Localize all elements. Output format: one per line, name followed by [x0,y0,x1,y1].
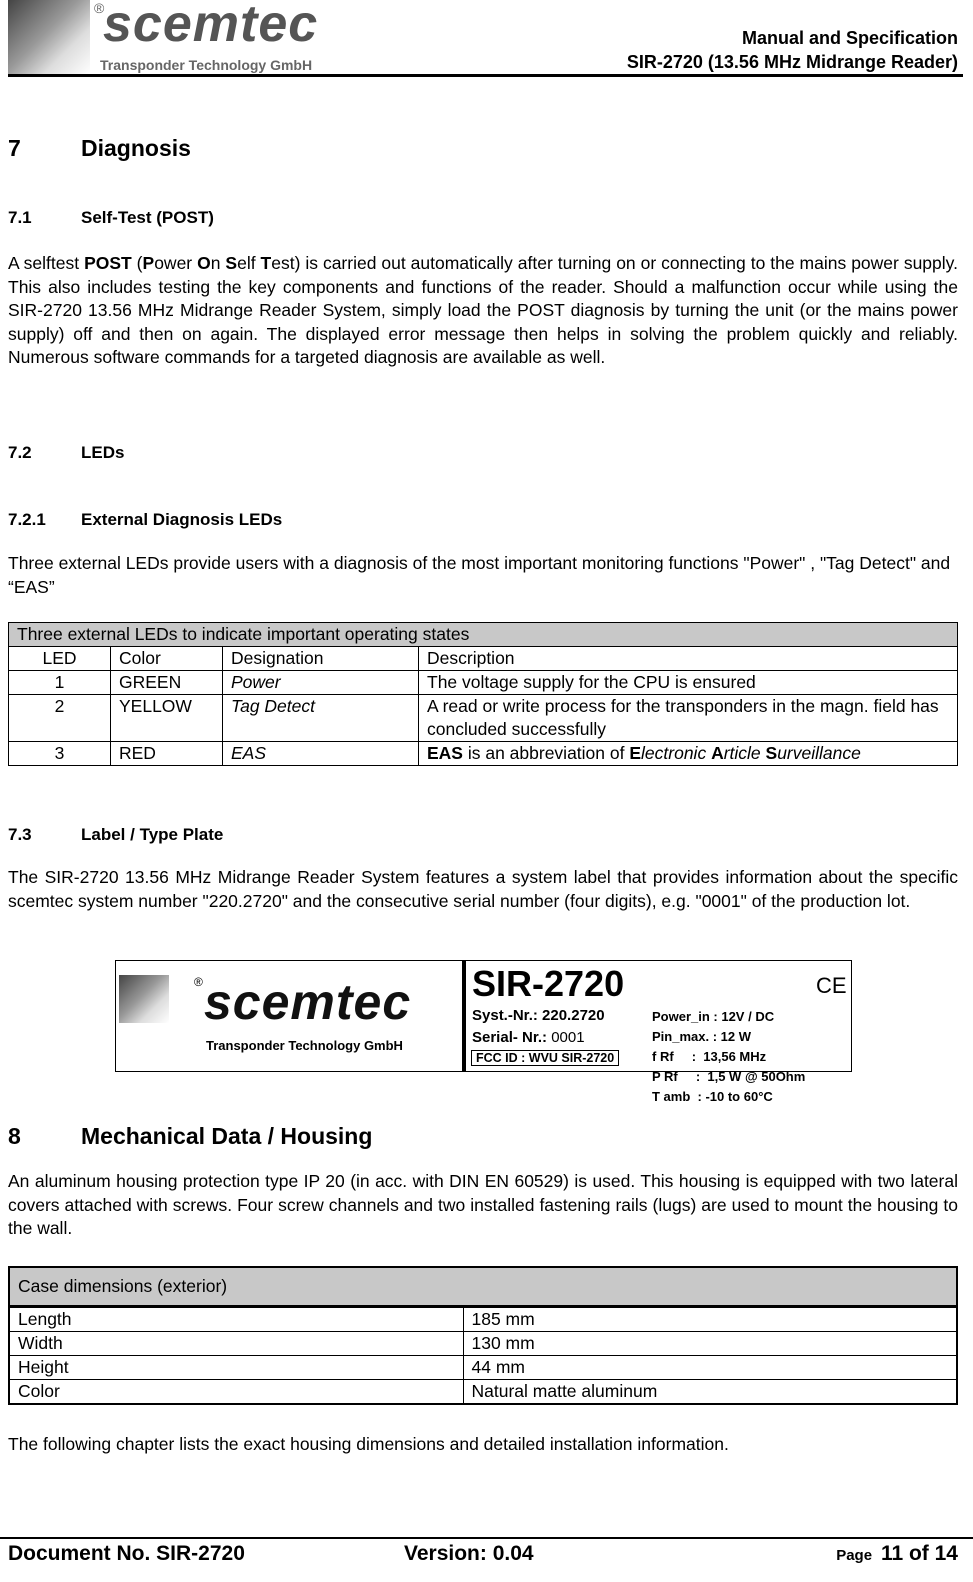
case-table [8,1266,958,1405]
header-title-line2: SIR-2720 (13.56 MHz Midrange Reader) [626,52,958,72]
section-number: 7.1 [8,208,32,227]
registered-mark: ® [194,975,203,989]
section-number: 7.3 [8,825,32,844]
plate-logo-text: scemtec [204,974,412,1030]
header-logo [8,0,358,75]
table-row: 3 RED EAS EAS is an abbreviation of Electronic Article Surveillance [9,742,958,766]
table-row: 2 YELLOW Tag Detect A read or write process for the transponders in the magn. field has concluded successfully [9,695,958,742]
table-header-row: LED Color Designation Description [9,647,958,671]
logo-text: scemtec [103,0,319,53]
section-7-2-1-heading [8,510,282,530]
table-row: Color Natural matte aluminum [9,1380,957,1405]
logo-mark-icon [8,0,90,75]
led-table [8,622,958,766]
closing-paragraph: The following chapter lists the exact housing dimensions and detailed installation information. [8,1434,729,1454]
section-title: External Diagnosis LEDs [81,510,283,529]
table-caption: Case dimensions (exterior) [9,1267,957,1307]
plate-fcc: FCC ID : WVU SIR-2720 [471,1050,619,1066]
type-plate-image [115,960,852,1104]
section-7-1-heading [8,208,214,228]
table-row: 1 GREEN Power The voltage supply for the CPU is ensured [9,671,958,695]
table-row: Height 44 mm [9,1356,957,1380]
plate-model: SIR-2720 [472,963,625,1004]
section-title: Label / Type Plate [81,825,224,844]
plate-serial: Serial- Nr.: 0001 [472,1029,585,1046]
registered-mark: ® [94,0,105,16]
section-7-heading [8,135,191,162]
ce-mark-icon: CE [816,973,847,998]
section-title: Self-Test (POST) [81,208,214,227]
housing-paragraph: An aluminum housing protection type IP 20 (in acc. with DIN EN 60529) is used. This housing is equipped with two lateral covers attached with screws. Four screw channels and two installed fastening rails (lugs) are used to mount the housing to the wall. [8,1171,958,1238]
section-title: Diagnosis [81,135,191,161]
plate-syst: Syst.-Nr.: 220.2720 [472,1007,605,1024]
section-7-2-heading [8,443,124,463]
section-number: 7.2 [8,443,32,462]
table-row: Length 185 mm [9,1307,957,1332]
header-rule [8,74,963,77]
plate-specs: Power_in : 12V / DC Pin_max. : 12 W f Rf : 13,56 MHz P Rf : 1,5 W @ 50Ohm T amb : -10 to 60°C [652,1009,806,1104]
section-title: LEDs [81,443,125,462]
plate-logo-mark-icon [119,975,169,1023]
table-caption: Three external LEDs to indicate important operating states [9,623,958,647]
section-8-heading [8,1123,372,1150]
footer-doc-number: Document No. SIR-2720 [8,1542,245,1565]
label-paragraph: The SIR-2720 13.56 MHz Midrange Reader System features a system label that provides information about the specific scemtec system number "220.2720" and the consecutive serial number (four digits), e.g. "0001" of the production lot. [8,867,958,911]
section-number: 8 [8,1123,21,1149]
footer-page: Page 11 of 14 [836,1542,958,1565]
plate-divider [462,961,466,1071]
section-number: 7.2.1 [8,510,46,529]
post-paragraph: A selftest POST (Power On Self Test) is carried out automatically after turning on or connecting to the mains power supply. This also includes testing the key components and functions of the reader. Should a malfunction occur while using the SIR-2720 13.56 MHz Midrange Reader System, simply load the POST diagnosis by turning the unit (or the mains power supply) off and then on again. The displayed error message then helps in solving the problem quickly and reliably. Numerous software commands for a targeted diagnosis are available as well. [8,253,958,367]
footer-rule [0,1537,973,1539]
leds-paragraph: Three external LEDs provide users with a diagnosis of the most important monitoring functions "Power" , "Tag Detect" and “EAS” [8,553,951,597]
table-row: Width 130 mm [9,1332,957,1356]
section-title: Mechanical Data / Housing [81,1123,373,1149]
plate-logo-subtitle: Transponder Technology GmbH [206,1038,403,1053]
logo-subtitle: Transponder Technology GmbH [100,57,313,73]
header-title-line1: Manual and Specification [741,28,958,48]
footer-version: Version: 0.04 [404,1542,534,1565]
header-title [627,26,958,74]
section-7-3-heading [8,825,223,845]
section-number: 7 [8,135,21,161]
